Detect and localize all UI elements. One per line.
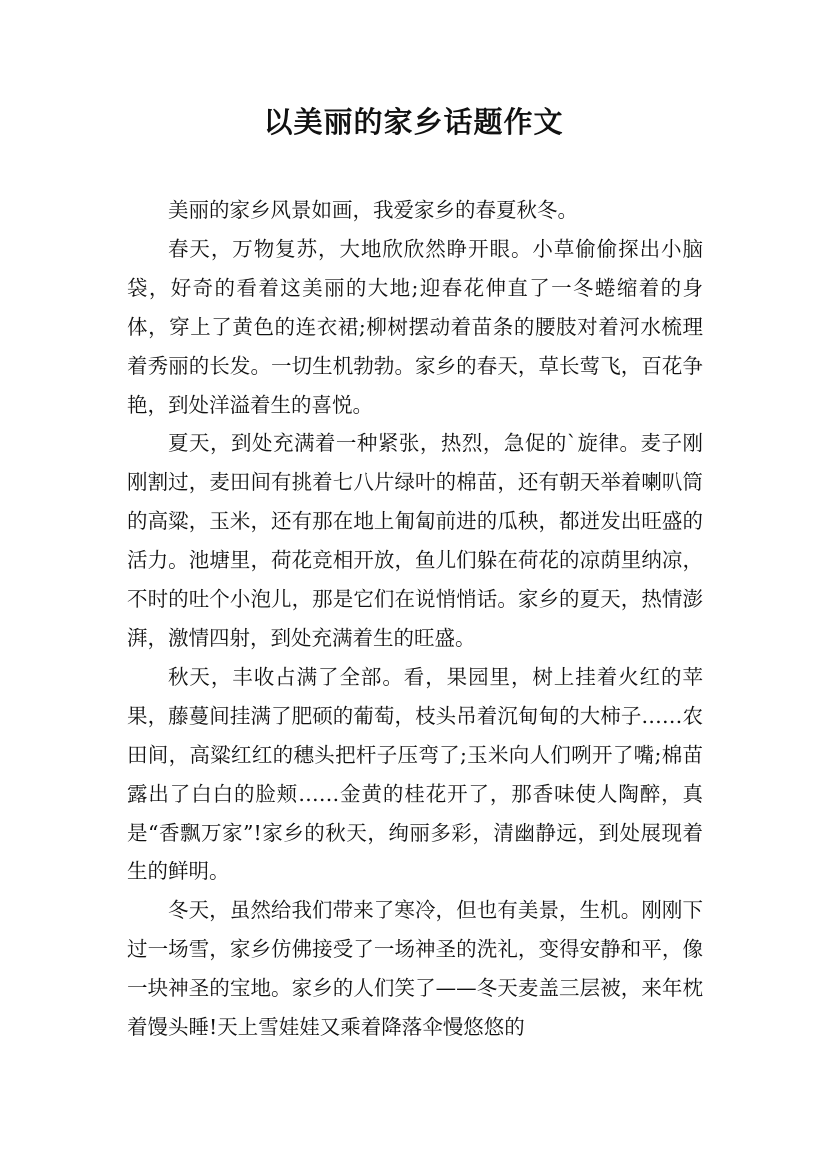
paragraph-winter: 冬天，虽然给我们带来了寒冷，但也有美景，生机。刚刚下过一场雪，家乡仿佛接受了一场神圣的洗礼，变得安静和平，像一块神圣的宝地。家乡的人们笑了——冬天麦盖三层被，来年枕着馒头睡!天上雪娃娃又乘着降落伞慢悠悠的 [127,898,703,1040]
document-body [127,191,703,1047]
paragraph-spring: 春天，万物复苏，大地欣欣然睁开眼。小草偷偷探出小脑袋，好奇的看着这美丽的大地;迎春花伸直了一冬蜷缩着的身体，穿上了黄色的连衣裙;柳树摆动着苗条的腰肢对着河水梳理着秀丽的长发。一切生机勃勃。家乡的春天，草长莺飞，百花争艳，到处洋溢着生的喜悦。 [127,236,703,417]
paragraph-intro: 美丽的家乡风景如画，我爱家乡的春夏秋冬。 [168,198,578,222]
paragraph-autumn: 秋天，丰收占满了全部。看，果园里，树上挂着火红的苹果，藤蔓间挂满了肥硕的葡萄，枝头吊着沉甸甸的大柿子……农田间，高粱红红的穗头把杆子压弯了;玉米向人们咧开了嘴;棉苗露出了白白的脸颊……金黄的桂花开了，那香味使人陶醉，真是“香飘万家”!家乡的秋天，绚丽多彩，清幽静远，到处展现着生的鲜明。 [127,664,703,884]
paragraph-summer: 夏天，到处充满着一种紧张，热烈，急促的`旋律。麦子刚刚割过，麦田间有挑着七八片绿叶的棉苗，还有朝天举着喇叭筒的高粱，玉米，还有那在地上匍匐前进的瓜秧，都迸发出旺盛的活力。池塘里，荷花竞相开放，鱼儿们躲在荷花的凉荫里纳凉，不时的吐个小泡儿，那是它们在说悄悄话。家乡的夏天，热情澎湃，激情四射，到处充满着生的旺盛。 [127,431,703,650]
document-title: 以美丽的家乡话题作文 [263,105,564,139]
